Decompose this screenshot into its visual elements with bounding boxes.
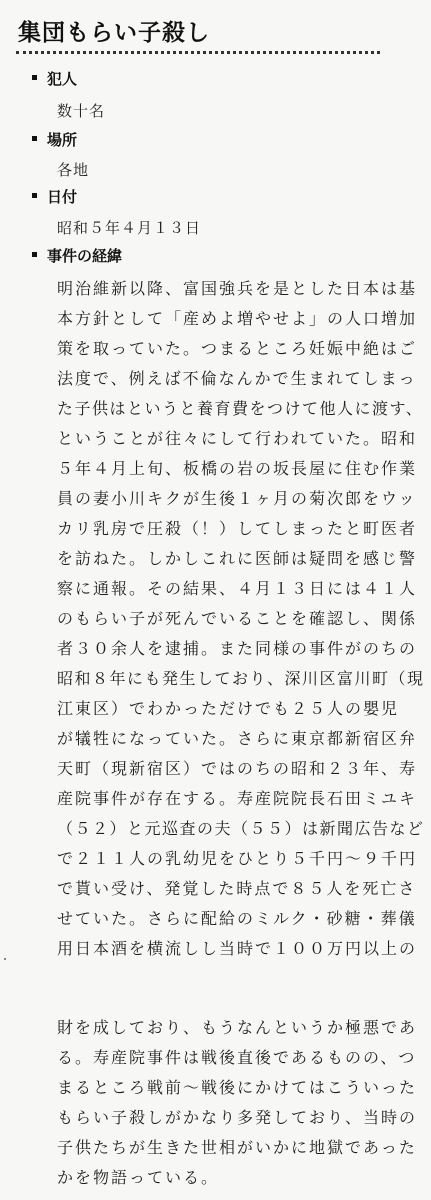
bullet-icon xyxy=(32,136,37,141)
body-line: もらい子殺しがかなり多発しており、当時の xyxy=(57,1108,418,1127)
title-rule xyxy=(16,51,380,54)
section-location-value: 各地 xyxy=(57,161,90,179)
body-line: で２１１人の乳幼児をひとり５千円〜９千円 xyxy=(57,849,418,868)
body-line: 者３０余人を逮捕。また同様の事件がのちの xyxy=(57,639,418,658)
body-line: カリ乳房で圧殺（！）してしまったと町医者 xyxy=(57,519,418,538)
body-line: 用日本酒を横流しし当時で１００万円以上の xyxy=(57,939,418,958)
bullet-icon xyxy=(32,193,37,198)
body-line: ということが往々にして行われていた。昭和 xyxy=(57,429,418,448)
body-line: 産院事件が存在する。寿産院院長石田ミユキ xyxy=(57,789,418,808)
bullet-icon xyxy=(32,252,37,257)
body-line: 察に通報。その結果、４月１３日には４１人 xyxy=(57,579,418,598)
margin-dot xyxy=(4,958,6,960)
body-line: 財を成しており、もうなんというか極悪であ xyxy=(57,1018,418,1037)
body-line: た子供はというと養育費をつけて他人に渡す、 xyxy=(57,399,424,418)
body-line: 子供たちが生きた世相がいかに地獄であった xyxy=(57,1138,417,1157)
body-line: 江東区）でわかっただけでも２５人の嬰児 xyxy=(57,699,400,718)
body-line: 昭和８年にも発生しており、深川区富川町（現 xyxy=(57,669,425,688)
section-details-heading xyxy=(32,245,122,266)
body-line: 天町（現新宿区）ではのちの昭和２３年、寿 xyxy=(57,759,418,778)
body-line: （５２）と元巡査の夫（５５）は新聞広告など xyxy=(57,819,425,838)
body-line: かを物語っている。 xyxy=(57,1168,220,1187)
section-culprit-heading xyxy=(32,68,77,89)
body-line: のもらい子が死んでいることを確認し、関係 xyxy=(57,609,418,628)
body-line: 明治維新以降、富国強兵を是とした日本は基 xyxy=(57,279,418,298)
body-line: 策を取っていた。つまるところ妊娠中絶はご xyxy=(57,339,418,358)
body-line: を訪ねた。しかしこれに医師は疑問を感じ警 xyxy=(57,549,418,568)
bullet-icon xyxy=(32,75,37,80)
page-title: 集団もらい子殺し xyxy=(18,20,210,46)
body-line: る。寿産院事件は戦後直後であるものの、つ xyxy=(57,1048,417,1067)
body-line: せていた。さらに配給のミルク・砂糖・葬儀 xyxy=(57,909,417,928)
body-line: 員の妻小川キクが生後１ヶ月の菊次郎をウッ xyxy=(57,489,417,508)
body-line: 法度で、例えば不倫なんかで生まれてしまっ xyxy=(57,369,417,388)
section-culprit-value: 数十名 xyxy=(57,102,106,120)
section-date-heading xyxy=(32,186,77,207)
section-date-value: 昭和５年４月１３日 xyxy=(57,219,202,237)
body-line: が犠牲になっていた。さらに東京都新宿区弁 xyxy=(57,729,418,748)
body-line: で貰い受け、発覚した時点で８５人を死亡さ xyxy=(57,879,417,898)
section-heading: 犯人 xyxy=(47,70,78,88)
section-heading: 事件の経緯 xyxy=(47,247,123,265)
section-location-heading xyxy=(32,129,77,150)
body-line: まるところ戦前〜戦後にかけてはこういった xyxy=(57,1078,418,1097)
body-line: 本方針として「産めよ増やせよ」の人口増加 xyxy=(57,309,418,328)
body-line: ５年４月上旬、板橋の岩の坂長屋に住む作業 xyxy=(57,459,418,478)
section-heading: 日付 xyxy=(47,188,78,206)
section-heading: 場所 xyxy=(47,131,78,149)
